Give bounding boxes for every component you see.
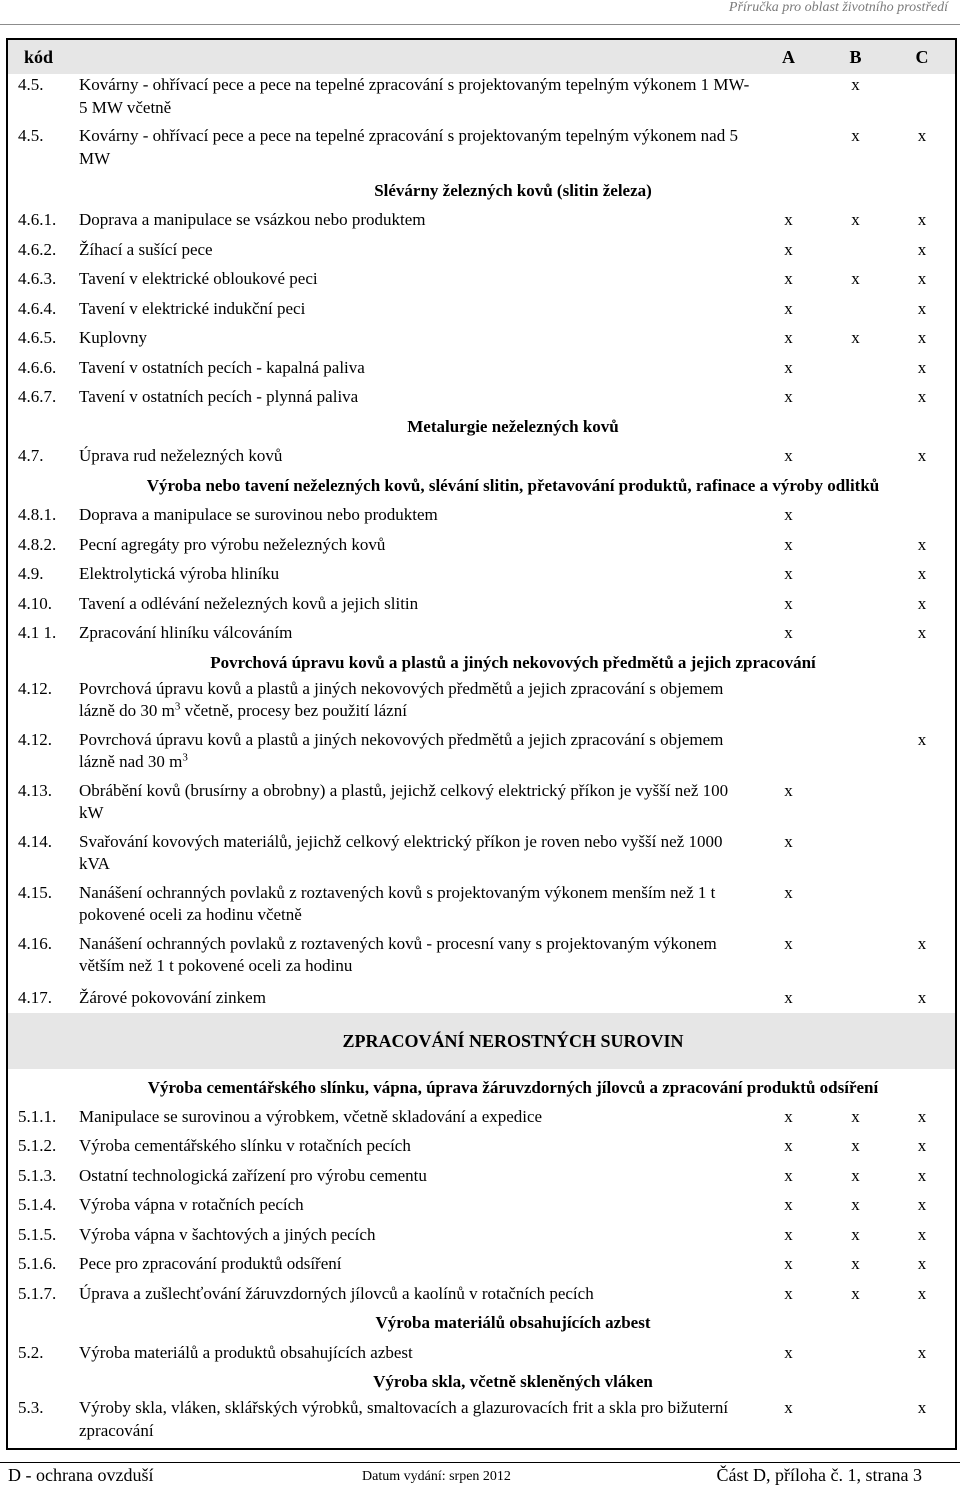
row-mark-b (822, 1397, 889, 1449)
section-heading-text: Slévárny železných kovů (slitin železa) (374, 180, 652, 200)
emission-sources-table (6, 38, 957, 1450)
row-description-text: Tavení v ostatních pecích - plynná paliva (79, 387, 359, 406)
row-mark-c: x (917, 933, 927, 953)
section-heading-row (7, 471, 956, 501)
row-mark-b: x (851, 328, 860, 347)
row-description (71, 265, 755, 295)
table-row (7, 1397, 956, 1449)
row-mark-a (755, 729, 822, 780)
row-mark-c: x (917, 1165, 927, 1185)
row-description (71, 1161, 755, 1191)
row-mark-b (822, 501, 889, 531)
table-body (7, 39, 956, 1449)
row-description (71, 125, 755, 176)
row-mark-a: x (784, 298, 793, 318)
table-row (7, 206, 956, 236)
row-mark-a: x (784, 1224, 793, 1244)
table-row (7, 383, 956, 413)
row-mark-c: x (917, 446, 927, 465)
row-code: 5.1.3. (18, 1165, 57, 1185)
row-mark-c: x (917, 988, 927, 1007)
row-description (71, 206, 755, 236)
table-row (7, 442, 956, 472)
section-code-cell (7, 648, 71, 678)
page-header-title: Příručka pro oblast životního prostředí (728, 0, 948, 15)
row-mark-a: x (784, 505, 793, 524)
row-mark-b: x (851, 1136, 860, 1155)
row-mark-c: x (917, 328, 927, 347)
row-description (71, 324, 755, 354)
row-code: 5.2. (18, 1342, 44, 1362)
row-code: 4.13. (18, 780, 52, 800)
row-mark-c: x (917, 623, 927, 642)
row-description (71, 1132, 755, 1162)
row-code: 5.3. (18, 1398, 44, 1417)
section-code-cell (7, 1368, 71, 1398)
table-row (7, 589, 956, 619)
section-code-cell (7, 1309, 71, 1339)
row-mark-b (822, 780, 889, 831)
row-mark-c (889, 780, 956, 831)
row-code: 5.1.6. (18, 1254, 57, 1273)
table-row (7, 353, 956, 383)
row-mark-b (822, 383, 889, 413)
row-description-text: Žárové pokovování zinkem (79, 988, 266, 1007)
row-code: 4.6.6. (18, 357, 57, 377)
section-heading-row (7, 648, 956, 678)
section-heading-text: Výroba cementářského slínku, vápna, úprava žáruvzdorných jílovců a zpracování produktů odsíření (147, 1077, 879, 1097)
table-row (7, 619, 956, 649)
row-description (71, 1220, 755, 1250)
section-heading-text: Metalurgie neželezných kovů (407, 416, 619, 436)
row-mark-a: x (784, 831, 793, 851)
row-description-text: Úprava a zušlechťování žáruvzdorných jílovců a kaolínů v rotačních pecích (79, 1283, 594, 1303)
row-mark-a: x (784, 210, 793, 229)
table-row (7, 1279, 956, 1309)
row-mark-c: x (917, 729, 927, 749)
row-mark-b (822, 831, 889, 882)
row-description (71, 383, 755, 413)
row-description-text: Kuplovny (79, 328, 147, 347)
table-row (7, 74, 956, 125)
row-mark-b (822, 619, 889, 649)
row-code: 4.14. (18, 831, 52, 851)
column-header-code: kód (7, 39, 71, 74)
table-row (7, 324, 956, 354)
row-code: 5.1.7. (18, 1283, 57, 1303)
row-mark-c: x (917, 239, 927, 259)
category-heading-row (7, 1013, 956, 1069)
row-code: 4.1 1. (18, 623, 57, 642)
row-description (71, 501, 755, 531)
section-code-cell (7, 1069, 71, 1102)
row-description-text: Doprava a manipulace se vsázkou nebo produktem (79, 210, 426, 229)
row-description (71, 589, 755, 619)
row-mark-c: x (917, 1342, 927, 1362)
row-mark-b: x (851, 1195, 860, 1214)
table-row (7, 1250, 956, 1280)
row-mark-a: x (784, 988, 793, 1007)
row-description-text: Manipulace se surovinou a výrobkem, včetně skladování a expedice (79, 1106, 543, 1126)
row-code: 4.5. (18, 75, 44, 94)
row-description-text: Nanášení ochranných povlaků z roztavených kovů s projektovaným výkonem menším než 1 t pokovené oceli za hodinu včetně (79, 882, 716, 924)
row-description-superscript: 3 (182, 751, 188, 764)
row-description-text: Výroba vápna v rotačních pecích (79, 1195, 304, 1214)
row-description-text: Výroba materiálů a produktů obsahujících azbest (79, 1342, 413, 1362)
header-divider (0, 24, 960, 25)
row-mark-a: x (784, 328, 793, 347)
row-mark-a: x (784, 1165, 793, 1185)
table-row (7, 882, 956, 933)
row-description-text: Kovárny - ohřívací pece a pece na tepelné zpracování s projektovaným tepelným výkonem 1 MW- 5 MW včetně (79, 75, 750, 117)
row-description (71, 882, 755, 933)
row-mark-a (755, 678, 822, 729)
table-row (7, 831, 956, 882)
row-code: 4.9. (18, 564, 44, 583)
row-code: 4.6.1. (18, 210, 57, 229)
row-mark-b: x (851, 210, 860, 229)
table-row (7, 678, 956, 729)
table-row (7, 1338, 956, 1368)
row-description-text: Pece pro zpracování produktů odsíření (79, 1254, 342, 1273)
row-description (71, 984, 755, 1014)
section-code-cell (7, 176, 71, 206)
row-description (71, 1102, 755, 1132)
row-mark-a: x (784, 1342, 793, 1362)
row-mark-b (822, 560, 889, 590)
row-mark-c: x (917, 534, 927, 554)
row-code: 4.8.2. (18, 534, 57, 554)
table-row (7, 560, 956, 590)
row-mark-b: x (851, 1165, 860, 1185)
row-description (71, 530, 755, 560)
row-mark-b (822, 984, 889, 1014)
row-mark-b (822, 729, 889, 780)
row-description (71, 1397, 755, 1449)
row-description-text: Výroba vápna v šachtových a jiných pecích (79, 1224, 376, 1244)
table-row (7, 294, 956, 324)
row-mark-a: x (784, 1136, 793, 1155)
table-row (7, 1161, 956, 1191)
row-mark-a: x (784, 1398, 793, 1417)
row-mark-b (822, 1338, 889, 1368)
row-description (71, 1250, 755, 1280)
section-code-cell (7, 1013, 71, 1069)
row-mark-c: x (917, 1224, 927, 1244)
table-row (7, 501, 956, 531)
row-mark-b (822, 882, 889, 933)
row-mark-b (822, 235, 889, 265)
row-mark-a: x (784, 269, 793, 288)
section-heading-text: Výroba skla, včetně skleněných vláken (373, 1372, 653, 1391)
row-description-text: Ostatní technologická zařízení pro výrobu cementu (79, 1165, 427, 1185)
row-mark-b (822, 678, 889, 729)
row-description (71, 353, 755, 383)
row-mark-c: x (917, 1136, 927, 1155)
row-description-text: Povrchová úpravu kovů a plastů a jiných nekovových předmětů a jejich zpracování s objemem lázně nad 30 m (79, 729, 724, 771)
row-mark-a: x (784, 780, 793, 800)
row-code: 4.6.5. (18, 328, 57, 347)
row-description-text: Elektrolytická výroba hliníku (79, 564, 280, 583)
row-code: 4.6.2. (18, 239, 57, 259)
row-code: 5.1.1. (18, 1106, 57, 1126)
row-code: 4.6.3. (18, 269, 57, 288)
row-code: 4.6.4. (18, 298, 57, 318)
table-row (7, 1191, 956, 1221)
row-description (71, 74, 755, 125)
row-mark-a: x (784, 933, 793, 953)
row-description-text: Nanášení ochranných povlaků z roztavených kovů - procesní vany s projektovaným výkonem větším než 1 t pokovené oceli za hodinu (79, 933, 717, 975)
section-heading-text: Výroba nebo tavení neželezných kovů, slévání slitin, přetavování produktů, rafinace a výroby odlitků (146, 475, 880, 495)
row-mark-b (822, 530, 889, 560)
section-heading-row (7, 1309, 956, 1339)
row-mark-b: x (851, 75, 860, 94)
row-description (71, 235, 755, 265)
section-heading-text: Výroba materiálů obsahujících azbest (375, 1313, 651, 1332)
row-mark-a: x (784, 882, 793, 902)
row-mark-a: x (784, 1283, 793, 1303)
row-description (71, 678, 755, 729)
row-mark-c (889, 501, 956, 531)
table-row (7, 780, 956, 831)
row-mark-a: x (784, 357, 793, 377)
row-description (71, 560, 755, 590)
row-description-text: Žíhací a sušící pece (79, 239, 213, 259)
row-mark-c (889, 678, 956, 729)
row-mark-b (822, 933, 889, 984)
row-mark-b: x (851, 1283, 860, 1303)
row-description-text: Úprava rud neželezných kovů (79, 446, 283, 465)
row-code: 4.17. (18, 988, 52, 1007)
row-code: 4.15. (18, 882, 52, 902)
row-description (71, 442, 755, 472)
column-header-b: B (822, 39, 889, 74)
row-code: 5.1.4. (18, 1195, 57, 1214)
row-mark-c: x (917, 210, 927, 229)
row-mark-b (822, 353, 889, 383)
table-row (7, 1132, 956, 1162)
row-mark-a: x (784, 387, 793, 406)
row-mark-c: x (917, 564, 927, 583)
table-row (7, 1102, 956, 1132)
row-description-text: Obrábění kovů (brusírny a obrobny) a plastů, jejichž celkový elektrický příkon je vyšší než 100 kW (79, 780, 729, 822)
row-code: 4.10. (18, 593, 52, 613)
footer-issue-date: Datum vydání: srpen 2012 (362, 1469, 511, 1484)
section-heading-row (7, 176, 956, 206)
row-description (71, 1191, 755, 1221)
row-description (71, 729, 755, 780)
table-row (7, 235, 956, 265)
row-code: 4.12. (18, 678, 52, 698)
row-description (71, 780, 755, 831)
row-description (71, 933, 755, 984)
row-mark-c: x (917, 269, 927, 288)
row-description-text: Tavení v elektrické indukční peci (79, 298, 306, 318)
row-description-text: Doprava a manipulace se surovinou nebo produktem (79, 505, 438, 524)
section-heading-row (7, 1069, 956, 1102)
row-description-text: Povrchová úpravu kovů a plastů a jiných nekovových předmětů a jejich zpracování s objemem lázně do 30 m (79, 678, 724, 720)
row-code: 4.12. (18, 729, 52, 749)
footer-divider (0, 1462, 960, 1463)
row-code: 5.1.2. (18, 1136, 57, 1155)
row-code: 4.5. (18, 126, 44, 145)
row-code: 4.6.7. (18, 387, 57, 406)
row-description-text-continued: včetně, procesy bez použití lázní (180, 701, 407, 720)
row-description (71, 1338, 755, 1368)
row-description-text: Tavení a odlévání neželezných kovů a jejich slitin (79, 593, 419, 613)
row-mark-a: x (784, 593, 793, 613)
footer-page-reference: Část D, příloha č. 1, strana 3 (716, 1465, 922, 1485)
row-code: 4.7. (18, 446, 44, 465)
row-mark-b: x (851, 126, 860, 145)
row-mark-b (822, 294, 889, 324)
row-mark-a: x (784, 623, 793, 642)
column-header-description (71, 39, 755, 74)
section-code-cell (7, 471, 71, 501)
row-description (71, 619, 755, 649)
row-mark-b: x (851, 1106, 860, 1126)
row-mark-b (822, 589, 889, 619)
section-heading-text: Povrchová úpravu kovů a plastů a jiných nekovových předmětů a jejich zpracování (210, 652, 816, 672)
column-header-a: A (755, 39, 822, 74)
section-heading-text: ZPRACOVÁNÍ NEROSTNÝCH SUROVIN (71, 1013, 956, 1069)
row-mark-c: x (917, 1398, 927, 1417)
row-description-text: Výroba cementářského slínku v rotačních pecích (79, 1136, 411, 1155)
row-code: 5.1.5. (18, 1224, 57, 1244)
table-row (7, 265, 956, 295)
row-mark-c: x (917, 1283, 927, 1303)
row-mark-a: x (784, 1195, 793, 1214)
row-description-text: Výroby skla, vláken, sklářských výrobků, smaltovacích a glazurovacích frit a skla pro bižuterní zpracování (79, 1398, 729, 1440)
row-mark-a: x (784, 1106, 793, 1126)
row-mark-c: x (917, 593, 927, 613)
table-header-row (7, 39, 956, 74)
column-header-c: C (889, 39, 956, 74)
row-description (71, 1279, 755, 1309)
row-mark-b: x (851, 269, 860, 288)
row-description (71, 831, 755, 882)
row-mark-c: x (917, 126, 927, 145)
row-mark-c: x (917, 357, 927, 377)
row-mark-c: x (917, 1254, 927, 1273)
section-code-cell (7, 412, 71, 442)
table-row (7, 729, 956, 780)
table-row (7, 933, 956, 984)
row-mark-a: x (784, 1254, 793, 1273)
row-description-superscript: 3 (174, 700, 181, 713)
table-row (7, 1220, 956, 1250)
row-mark-c: x (917, 298, 927, 318)
row-mark-a (755, 74, 822, 125)
row-description-text: Svařování kovových materiálů, jejichž celkový elektrický příkon je roven nebo vyšší než 1000 kVA (79, 831, 723, 873)
row-code: 4.16. (18, 933, 52, 953)
row-mark-c: x (917, 1106, 927, 1126)
table-row (7, 984, 956, 1014)
row-mark-b: x (851, 1224, 860, 1244)
row-mark-c: x (917, 387, 927, 406)
row-mark-a (755, 125, 822, 176)
table-row (7, 530, 956, 560)
row-description-text: Tavení v elektrické obloukové peci (79, 269, 318, 288)
row-mark-c (889, 882, 956, 933)
section-heading-row (7, 412, 956, 442)
row-mark-a: x (784, 534, 793, 554)
table-row (7, 125, 956, 176)
row-description-text: Zpracování hliníku válcováním (79, 623, 293, 642)
footer-section-label: D - ochrana ovzduší (8, 1465, 154, 1485)
row-mark-c (889, 74, 956, 125)
row-mark-a: x (784, 564, 793, 583)
row-description-text: Pecní agregáty pro výrobu neželezných kovů (79, 534, 386, 554)
row-description (71, 294, 755, 324)
row-description-text: Tavení v ostatních pecích - kapalná paliva (79, 357, 365, 377)
row-mark-c (889, 831, 956, 882)
row-mark-a: x (784, 446, 793, 465)
row-mark-b (822, 442, 889, 472)
section-heading-row (7, 1368, 956, 1398)
row-mark-c: x (917, 1195, 927, 1214)
row-mark-a: x (784, 239, 793, 259)
row-code: 4.8.1. (18, 505, 57, 524)
row-mark-b: x (851, 1254, 860, 1273)
row-description-text: Kovárny - ohřívací pece a pece na tepelné zpracování s projektovaným tepelným výkonem nad 5 MW (79, 126, 738, 168)
